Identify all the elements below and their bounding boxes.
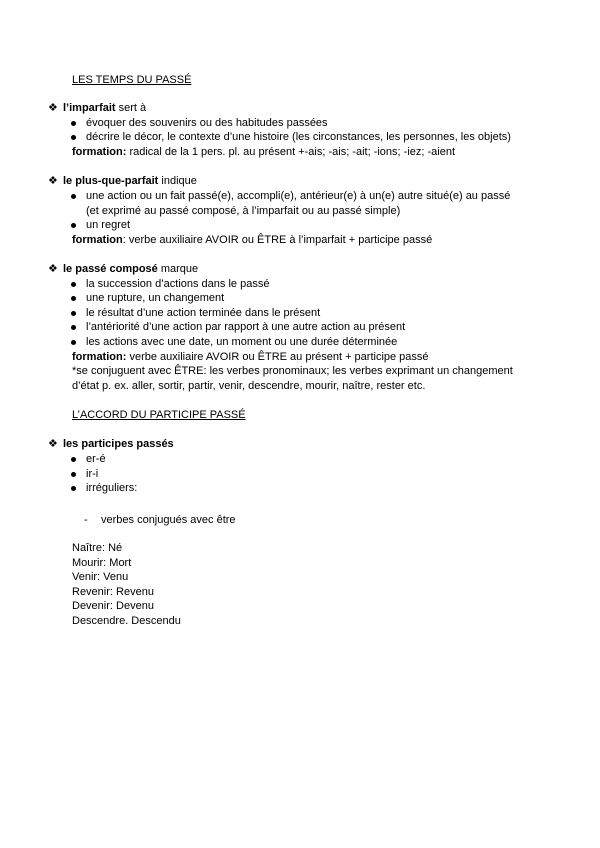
bullet-dot-icon [71, 223, 76, 228]
example-line: Venir: Venu [72, 571, 129, 583]
bullet-dot-icon [71, 282, 76, 287]
imparfait-heading [63, 101, 146, 116]
imparfait-formation [72, 145, 455, 160]
passe-compose-item: la succession d’actions dans le passé [86, 278, 270, 290]
bullet-dot-icon [71, 194, 76, 199]
plus-que-parfait-formation [72, 233, 432, 248]
diamond-bullet-icon: ❖ [48, 438, 58, 450]
passe-compose-note: *se conjuguent avec ÊTRE: les verbes pronominaux; les verbes exprimant un changement [72, 365, 513, 377]
passe-compose-heading [63, 262, 198, 277]
diamond-bullet-icon: ❖ [48, 175, 58, 187]
example-line: Naître: Né [72, 542, 123, 554]
bullet-dot-icon [71, 325, 76, 330]
participes-heading: les participes passés [63, 438, 174, 450]
diamond-bullet-icon: ❖ [48, 263, 58, 275]
bullet-dot-icon [71, 472, 76, 477]
imparfait-item: décrire le décor, le contexte d’une histoire (les circonstances, les personnes, les objets) [86, 131, 511, 143]
dash-bullet-icon: - [84, 514, 88, 526]
passe-compose-item: les actions avec une date, un moment ou une durée déterminée [86, 336, 398, 348]
passe-compose-term: le passé composé [63, 263, 158, 275]
passe-compose-rest: marque [157, 263, 199, 275]
section-title-accord-participe: L’ACCORD DU PARTICIPE PASSÉ [72, 409, 246, 421]
passe-compose-item: l’antériorité d’une action par rapport à une autre action au présent [86, 321, 406, 333]
section-title-temps-du-passe: LES TEMPS DU PASSÉ [72, 74, 192, 86]
formation-label: formation [72, 234, 123, 246]
plus-que-parfait-item: un regret [86, 219, 131, 231]
passe-compose-formation [72, 350, 429, 365]
imparfait-item: évoquer des souvenirs ou des habitudes passées [86, 117, 328, 129]
passe-compose-item: une rupture, un changement [86, 292, 225, 304]
bullet-dot-icon [71, 457, 76, 462]
formation-text: radical de la 1 pers. pl. au présent +-ais; -ais; -ait; -ions; -iez; -aient [126, 146, 456, 158]
participes-dash-item: verbes conjugués avec être [101, 514, 236, 526]
bullet-dot-icon [71, 311, 76, 316]
plus-que-parfait-heading [63, 174, 197, 189]
bullet-dot-icon [71, 121, 76, 126]
bullet-dot-icon [71, 486, 76, 491]
plus-que-parfait-rest: indique [158, 175, 197, 187]
bullet-dot-icon [71, 340, 76, 345]
imparfait-term: l’imparfait [63, 102, 116, 114]
formation-label: formation: [72, 146, 127, 158]
participes-item: ir-i [86, 468, 99, 480]
example-line: Mourir: Mort [72, 557, 132, 569]
plus-que-parfait-item-continuation: (et exprimé au passé composé, à l’imparfait ou au passé simple) [86, 205, 401, 217]
bullet-dot-icon [71, 296, 76, 301]
example-line: Descendre. Descendu [72, 615, 181, 627]
formation-text: : verbe auxiliaire AVOIR ou ÊTRE à l’imparfait + participe passé [122, 234, 433, 246]
plus-que-parfait-term: le plus-que-parfait [63, 175, 159, 187]
formation-label: formation: [72, 351, 127, 363]
participes-item: irréguliers: [86, 482, 138, 494]
example-line: Revenir: Revenu [72, 586, 154, 598]
formation-text: verbe auxiliaire AVOIR ou ÊTRE au présent + participe passé [126, 351, 429, 363]
passe-compose-item: le résultat d’une action terminée dans le présent [86, 307, 321, 319]
participes-item: er-é [86, 453, 106, 465]
diamond-bullet-icon: ❖ [48, 102, 58, 114]
bullet-dot-icon [71, 135, 76, 140]
passe-compose-note: d’état p. ex. aller, sortir, partir, venir, descendre, mourir, naître, rester etc. [72, 380, 426, 392]
plus-que-parfait-item: une action ou un fait passé(e), accompli(e), antérieur(e) à un(e) autre situé(e) au passé [86, 190, 511, 202]
example-line: Devenir: Devenu [72, 600, 154, 612]
imparfait-rest: sert à [115, 102, 147, 114]
